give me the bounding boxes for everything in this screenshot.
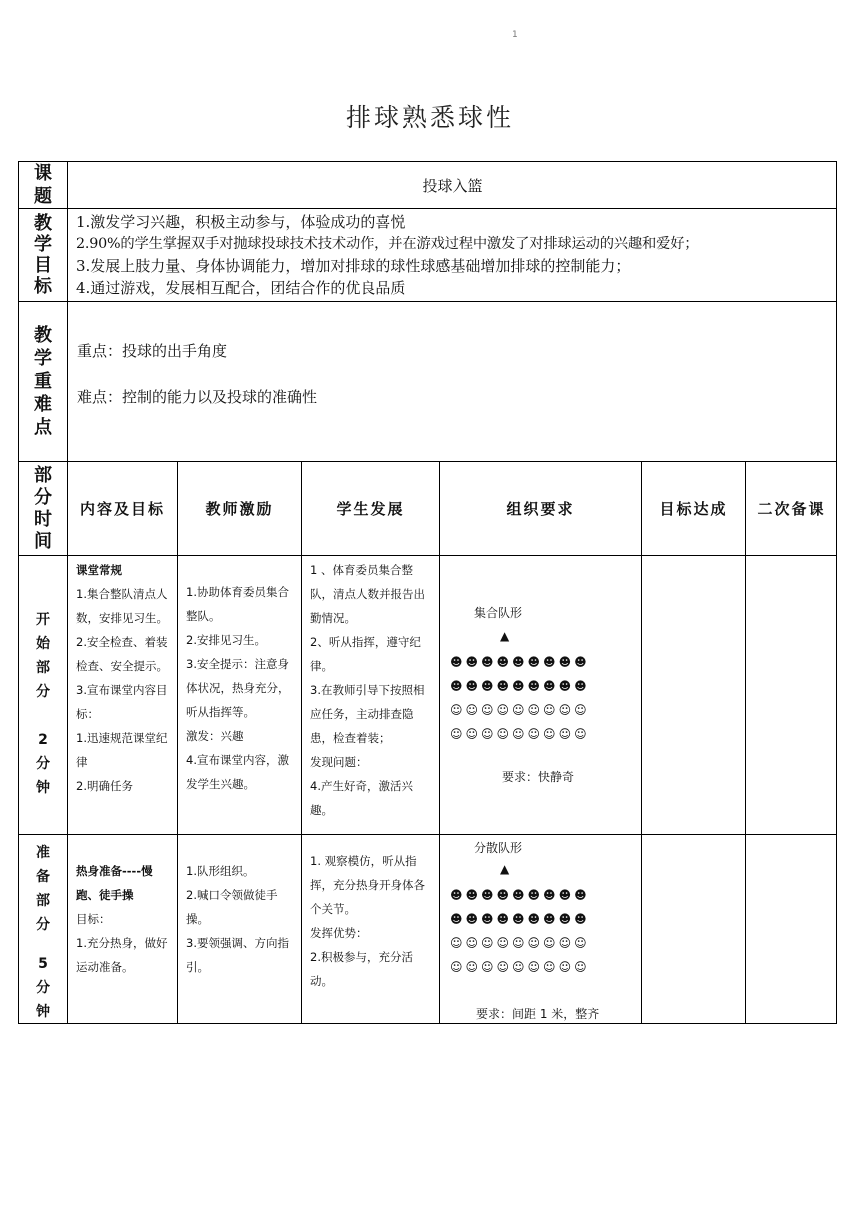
page-title: 排球熟悉球性: [345, 103, 514, 132]
header-second-prep: 二次备课: [745, 461, 837, 555]
label-char: 分: [36, 756, 50, 772]
student-row-filled: ☻☻☻☻☻☻☻☻☻: [450, 655, 590, 669]
content-title: 课堂常规: [76, 563, 122, 577]
teacher-item: 2.安排见习生。: [186, 633, 266, 647]
label-char: 部: [36, 893, 50, 909]
content-item: 2.明确任务: [76, 779, 133, 793]
label-char: 分: [36, 980, 50, 996]
goal-item: 3.发展上肢力量、身体协调能力，增加对排球的球性球感基础增加排球的控制能力；: [76, 257, 631, 275]
student-row-open: ☺☺☺☺☺☺☺☺☺: [450, 960, 590, 974]
label-char: 钟: [36, 780, 50, 796]
section-start-goal-achieved: [641, 555, 745, 834]
formation-title: 集合队形: [474, 606, 523, 620]
label-char: 分: [34, 486, 52, 508]
header-goal-achieved: 目标达成: [641, 461, 745, 555]
student-item: 2.积极参与，充分活动。: [310, 950, 413, 988]
table-border-bottom: [18, 1023, 837, 1024]
section-start-student: [301, 555, 439, 834]
label-char: 备: [36, 869, 50, 885]
minutes-value: 2: [38, 732, 48, 748]
label-char: 部: [34, 464, 52, 486]
goal-item: 1.激发学习兴趣，积极主动参与，体验成功的喜悦: [76, 213, 406, 231]
label-char: 部: [36, 660, 50, 676]
label-char: 准: [36, 845, 50, 861]
label-char: 开: [36, 612, 50, 628]
goal-item: 4.通过游戏，发展相互配合，团结合作的优良品质: [76, 279, 406, 297]
student-item: 1. 观察模仿，听从指挥，充分热身开身体各个关节。: [310, 854, 425, 916]
teacher-item: 1.协助体育委员集合整队。: [186, 585, 289, 623]
student-row-filled: ☻☻☻☻☻☻☻☻☻: [450, 679, 590, 693]
student-row-filled: ☻☻☻☻☻☻☻☻☻: [450, 912, 590, 926]
label-char: 目: [34, 255, 52, 276]
formation-requirement: 要求：快静奇: [502, 770, 575, 784]
difficult-point: 难点：控制的能力以及投球的准确性: [77, 388, 318, 406]
goals-label: [18, 208, 67, 301]
content-item: 1.充分热身，做好运动准备。: [76, 936, 168, 974]
content-item: 1.集合整队清点人数，安排见习生。: [76, 587, 168, 625]
table-border-right: [836, 161, 837, 1024]
formation-title: 分散队形: [474, 841, 523, 855]
student-item: 发挥优势：: [310, 926, 368, 940]
teacher-item: 4.宣布课堂内容，激发学生兴趣。: [186, 753, 289, 791]
lesson-plan-table: [18, 161, 837, 1024]
header-content: 内容及目标: [67, 461, 177, 555]
content-item: 3.宣布课堂内容目标：: [76, 683, 168, 721]
student-item: 2、听从指挥，遵守纪律。: [310, 635, 421, 673]
section-start-second-prep: [745, 555, 837, 834]
label-char: 分: [36, 917, 50, 933]
section-start-content: [67, 555, 177, 834]
teacher-item: 1.队形组织。: [186, 864, 255, 878]
label-char: 分: [36, 684, 50, 700]
label-char: 间: [34, 530, 52, 552]
keypoints-cell: [67, 301, 837, 461]
teacher-item: 3.要领强调、方向指引。: [186, 936, 289, 974]
label-char: 学: [34, 348, 52, 369]
student-item: 4.产生好奇，激活兴趣。: [310, 779, 413, 817]
section-prep-teacher: [177, 834, 301, 1024]
teacher-item: 3.安全提示：注意身体状况，热身充分，听从指挥等。: [186, 657, 290, 719]
teacher-item: 2.喊口令领做徒手操。: [186, 888, 278, 926]
label-char: 题: [34, 186, 52, 207]
teacher-position-icon: ▲: [500, 862, 510, 876]
label-char: 时: [34, 508, 52, 530]
section-start-label: [18, 555, 67, 834]
section-prep-content: [67, 834, 177, 1024]
key-point: 重点：投球的出手角度: [77, 342, 228, 360]
formation-requirement: 要求：间距 1 米，整齐: [476, 1007, 600, 1021]
topic-label: [18, 161, 67, 208]
student-row-filled: ☻☻☻☻☻☻☻☻☻: [450, 888, 590, 902]
label-char: 点: [34, 417, 52, 438]
part-time-label: [18, 461, 67, 555]
content-title: 热身准备----慢跑、徒手操: [76, 864, 153, 902]
section-prep-label: [18, 834, 67, 1024]
label-char: 始: [36, 636, 50, 652]
label-char: 教: [34, 325, 52, 346]
header-student: 学生发展: [301, 461, 439, 555]
student-item: 1 、体育委员集合整队，清点人数并报告出勤情况。: [310, 563, 425, 625]
label-char: 课: [34, 163, 52, 184]
minutes-value: 5: [38, 956, 48, 972]
label-char: 重: [34, 371, 52, 392]
goals-list: [67, 208, 837, 301]
section-prep-organization: [439, 834, 641, 1024]
student-item: 发现问题：: [310, 755, 368, 769]
label-char: 学: [34, 234, 52, 255]
label-char: 教: [34, 213, 52, 234]
content-item: 目标：: [76, 912, 111, 926]
section-start-organization: [439, 555, 641, 834]
student-row-open: ☺☺☺☺☺☺☺☺☺: [450, 727, 590, 741]
label-char: 钟: [36, 1004, 50, 1020]
section-prep-goal-achieved: [641, 834, 745, 1024]
student-row-open: ☺☺☺☺☺☺☺☺☺: [450, 936, 590, 950]
page-number: 1: [512, 30, 518, 40]
section-start-teacher: [177, 555, 301, 834]
content-item: 2.安全检查、着装检查、安全提示。: [76, 635, 168, 673]
student-row-open: ☺☺☺☺☺☺☺☺☺: [450, 703, 590, 717]
label-char: 难: [34, 394, 52, 415]
content-item: 1.迅速规范课堂纪律: [76, 731, 168, 769]
goal-item: 2.90%的学生掌握双手对抛球投球技术技术动作，并在游戏过程中激发了对排球运动的兴趣和爱好；: [76, 236, 699, 252]
section-prep-student: [301, 834, 439, 1024]
teacher-item: 激发：兴趣: [186, 729, 244, 743]
student-item: 3.在教师引导下按照相应任务，主动排查隐患，检查着装；: [310, 683, 425, 745]
header-teacher: 教师激励: [177, 461, 301, 555]
section-prep-second-prep: [745, 834, 837, 1024]
label-char: 标: [34, 276, 52, 297]
teacher-position-icon: ▲: [500, 629, 510, 643]
keypoints-label: [18, 301, 67, 461]
header-organization: 组织要求: [439, 461, 641, 555]
topic-value: 投球入篮: [67, 161, 837, 208]
